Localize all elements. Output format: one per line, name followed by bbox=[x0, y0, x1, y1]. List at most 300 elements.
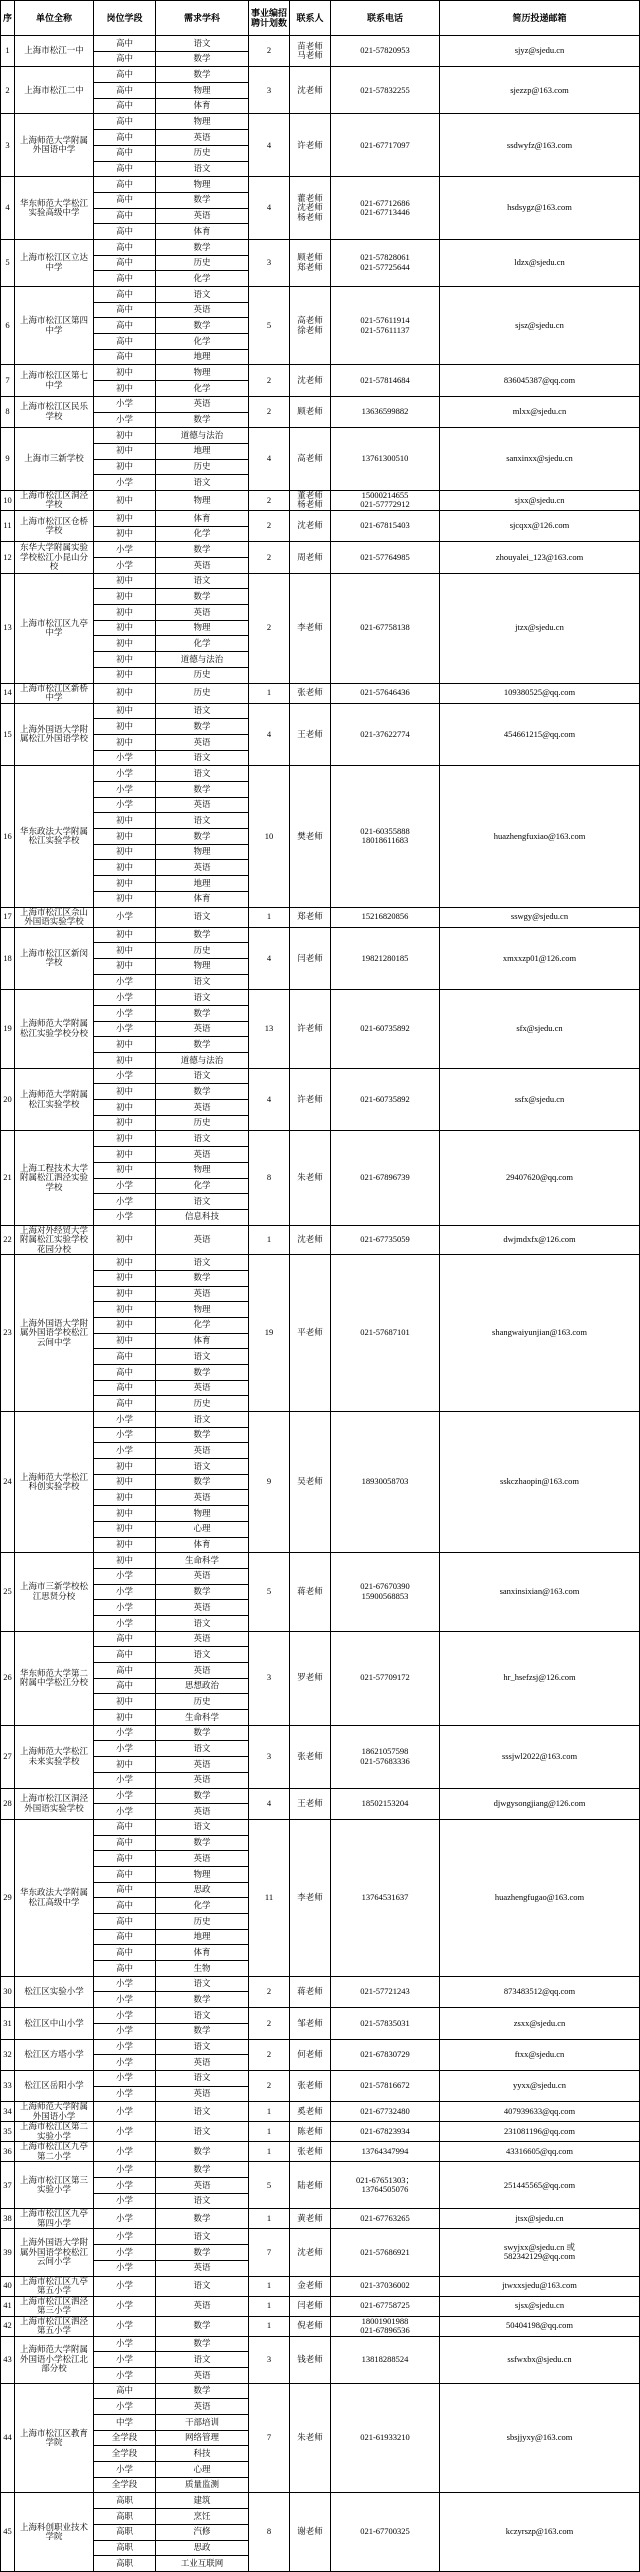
school-name: 上海市松江区佘山外国语实验学校 bbox=[15, 907, 94, 927]
subject: 数学 bbox=[156, 1364, 249, 1380]
subject: 语文 bbox=[156, 1459, 249, 1475]
school-number: 42 bbox=[1, 2316, 15, 2336]
subject: 地理 bbox=[156, 876, 249, 892]
position-level: 高中 bbox=[94, 302, 156, 318]
table-row bbox=[1, 1725, 640, 1741]
plan-count: 2 bbox=[249, 1976, 290, 2007]
position-level: 高中 bbox=[94, 1364, 156, 1380]
subject: 体育 bbox=[156, 98, 249, 114]
school-number: 5 bbox=[1, 239, 15, 286]
header-cell-subject: 需求学科 bbox=[156, 1, 249, 36]
position-level: 小学 bbox=[94, 2086, 156, 2102]
subject: 语文 bbox=[156, 1615, 249, 1631]
contact-phone: 021-67896739 bbox=[331, 1131, 440, 1225]
position-level: 高中 bbox=[94, 239, 156, 255]
table-row bbox=[1, 428, 640, 444]
position-level: 全学段 bbox=[94, 2430, 156, 2446]
position-level: 初中 bbox=[94, 1459, 156, 1475]
subject: 质量监测 bbox=[156, 2477, 249, 2493]
subject: 思政 bbox=[156, 2540, 249, 2556]
position-level: 高中 bbox=[94, 51, 156, 67]
position-level: 初中 bbox=[94, 652, 156, 668]
school-number: 17 bbox=[1, 907, 15, 927]
contact-phone: 021-67651303； 13764505076 bbox=[331, 2162, 440, 2209]
school-name: 上海师范大学附属外国语小学松江北部分校 bbox=[15, 2336, 94, 2383]
subject: 道德与法治 bbox=[156, 428, 249, 444]
position-level: 小学 bbox=[94, 2178, 156, 2194]
school-number: 8 bbox=[1, 396, 15, 427]
position-level: 初中 bbox=[94, 443, 156, 459]
position-level: 初中 bbox=[94, 1302, 156, 1318]
contact-person: 蒋老师 bbox=[290, 1553, 331, 1631]
school-name: 上海市松江一中 bbox=[15, 36, 94, 67]
table-row bbox=[1, 365, 640, 381]
subject: 数学 bbox=[156, 1788, 249, 1804]
school-number: 29 bbox=[1, 1819, 15, 1976]
table-row bbox=[1, 67, 640, 83]
subject: 化学 bbox=[156, 636, 249, 652]
contact-phone: 021-67717097 bbox=[331, 114, 440, 177]
resume-email: 251445565@qq.com bbox=[440, 2162, 640, 2209]
contact-person: 何老师 bbox=[290, 2039, 331, 2070]
table-row bbox=[1, 990, 640, 1006]
subject: 语文 bbox=[156, 2122, 249, 2142]
contact-person: 顾老师 郑老师 bbox=[290, 239, 331, 286]
contact-person: 王老师 bbox=[290, 1788, 331, 1819]
school-name: 华东师范大学松江实验高级中学 bbox=[15, 177, 94, 240]
position-level: 中学 bbox=[94, 2415, 156, 2431]
resume-email: sswgy@sjedu.cn bbox=[440, 907, 640, 927]
contact-person: 闫老师 bbox=[290, 2296, 331, 2316]
contact-phone: 021-67732480 bbox=[331, 2102, 440, 2122]
school-number: 43 bbox=[1, 2336, 15, 2383]
position-level: 高中 bbox=[94, 208, 156, 224]
resume-email: sfx@sjedu.cn bbox=[440, 990, 640, 1068]
position-level: 小学 bbox=[94, 974, 156, 990]
position-level: 初中 bbox=[94, 526, 156, 542]
plan-count: 4 bbox=[249, 927, 290, 990]
position-level: 小学 bbox=[94, 542, 156, 558]
school-name: 上海市松江区第七中学 bbox=[15, 365, 94, 396]
contact-phone: 021-67700325 bbox=[331, 2493, 440, 2571]
subject: 历史 bbox=[156, 255, 249, 271]
subject: 语文 bbox=[156, 573, 249, 589]
school-number: 15 bbox=[1, 703, 15, 766]
position-level: 初中 bbox=[94, 829, 156, 845]
subject: 语文 bbox=[156, 990, 249, 1006]
position-level: 初中 bbox=[94, 1694, 156, 1710]
contact-person: 谢老师 bbox=[290, 2493, 331, 2571]
position-level: 高职 bbox=[94, 2524, 156, 2540]
position-level: 初中 bbox=[94, 620, 156, 636]
contact-phone: 18502153204 bbox=[331, 1788, 440, 1819]
subject: 物理 bbox=[156, 844, 249, 860]
table-row bbox=[1, 239, 640, 255]
subject: 科技 bbox=[156, 2446, 249, 2462]
plan-count: 7 bbox=[249, 2383, 290, 2493]
table-row bbox=[1, 1225, 640, 1255]
table-row bbox=[1, 2276, 640, 2296]
subject: 英语 bbox=[156, 1443, 249, 1459]
table-row bbox=[1, 1131, 640, 1147]
plan-count: 8 bbox=[249, 2493, 290, 2571]
school-name: 上海市三新学校松江思贤分校 bbox=[15, 1553, 94, 1631]
resume-email: mlxx@sjedu.cn bbox=[440, 396, 640, 427]
position-level: 初中 bbox=[94, 1270, 156, 1286]
school-number: 41 bbox=[1, 2296, 15, 2316]
resume-email: zsxx@sjedu.cn bbox=[440, 2008, 640, 2039]
subject: 干部培训 bbox=[156, 2415, 249, 2431]
position-level: 初中 bbox=[94, 1490, 156, 1506]
contact-person: 藿老师 沈老师 杨老师 bbox=[290, 177, 331, 240]
position-level: 高中 bbox=[94, 67, 156, 83]
subject: 物理 bbox=[156, 958, 249, 974]
plan-count: 9 bbox=[249, 1412, 290, 1553]
position-level: 高中 bbox=[94, 1945, 156, 1961]
school-number: 22 bbox=[1, 1225, 15, 1255]
plan-count: 2 bbox=[249, 365, 290, 396]
school-number: 16 bbox=[1, 766, 15, 907]
contact-person: 沈老师 bbox=[290, 365, 331, 396]
position-level: 初中 bbox=[94, 891, 156, 907]
contact-phone: 021-57820953 bbox=[331, 36, 440, 67]
position-level: 小学 bbox=[94, 412, 156, 428]
contact-person: 苗老师 马老师 bbox=[290, 36, 331, 67]
subject: 物理 bbox=[156, 1302, 249, 1318]
school-number: 9 bbox=[1, 428, 15, 491]
position-level: 初中 bbox=[94, 813, 156, 829]
subject: 语文 bbox=[156, 750, 249, 766]
contact-person: 罗老师 bbox=[290, 1631, 331, 1725]
table-row bbox=[1, 1255, 640, 1271]
subject: 历史 bbox=[156, 943, 249, 959]
contact-person: 陈老师 bbox=[290, 2122, 331, 2142]
position-level: 初中 bbox=[94, 844, 156, 860]
table-row bbox=[1, 36, 640, 52]
position-level: 高中 bbox=[94, 1882, 156, 1898]
subject: 数学 bbox=[156, 2383, 249, 2399]
contact-phone: 021-57764985 bbox=[331, 542, 440, 573]
resume-email: zhouyalei_123@163.com bbox=[440, 542, 640, 573]
position-level: 小学 bbox=[94, 2142, 156, 2162]
position-level: 初中 bbox=[94, 1757, 156, 1773]
position-level: 初中 bbox=[94, 381, 156, 397]
subject: 心理 bbox=[156, 2462, 249, 2478]
school-number: 32 bbox=[1, 2039, 15, 2070]
position-level: 小学 bbox=[94, 1005, 156, 1021]
position-level: 高中 bbox=[94, 130, 156, 146]
subject: 物理 bbox=[156, 1506, 249, 1522]
plan-count: 2 bbox=[249, 542, 290, 573]
position-level: 高中 bbox=[94, 83, 156, 99]
contact-person: 陆老师 bbox=[290, 2162, 331, 2209]
plan-count: 2 bbox=[249, 2008, 290, 2039]
contact-phone: 18621057598 021-57683336 bbox=[331, 1725, 440, 1788]
resume-email: 109380525@qq.com bbox=[440, 683, 640, 703]
subject: 语文 bbox=[156, 1412, 249, 1428]
subject: 道德与法治 bbox=[156, 1053, 249, 1069]
position-level: 高中 bbox=[94, 349, 156, 365]
contact-phone: 021-67735059 bbox=[331, 1225, 440, 1255]
contact-person: 金老师 bbox=[290, 2276, 331, 2296]
contact-person: 高老师 bbox=[290, 428, 331, 491]
contact-person: 倪老师 bbox=[290, 2316, 331, 2336]
position-level: 小学 bbox=[94, 2102, 156, 2122]
subject: 语文 bbox=[156, 1194, 249, 1210]
resume-email: sanxinsixian@163.com bbox=[440, 1553, 640, 1631]
subject: 英语 bbox=[156, 396, 249, 412]
position-level: 小学 bbox=[94, 1992, 156, 2008]
resume-email: jtwxxsjedu@163.com bbox=[440, 2276, 640, 2296]
subject: 英语 bbox=[156, 860, 249, 876]
subject: 语文 bbox=[156, 1349, 249, 1365]
position-level: 高中 bbox=[94, 1819, 156, 1835]
school-name: 上海市松江区九亭中学 bbox=[15, 573, 94, 683]
contact-phone: 021-57687101 bbox=[331, 1255, 440, 1412]
contact-phone: 13764347994 bbox=[331, 2142, 440, 2162]
plan-count: 7 bbox=[249, 2229, 290, 2276]
school-name: 上海市松江区民乐学校 bbox=[15, 396, 94, 427]
position-level: 小学 bbox=[94, 2276, 156, 2296]
position-level: 初中 bbox=[94, 1131, 156, 1147]
header-cell-level: 岗位学段 bbox=[94, 1, 156, 36]
position-level: 高中 bbox=[94, 145, 156, 161]
table-row bbox=[1, 114, 640, 130]
resume-email: huazhengfuxiao@163.com bbox=[440, 766, 640, 907]
contact-phone: 021-57816672 bbox=[331, 2070, 440, 2101]
school-name: 上海市松江区新桥中学 bbox=[15, 683, 94, 703]
school-number: 14 bbox=[1, 683, 15, 703]
school-number: 40 bbox=[1, 2276, 15, 2296]
subject: 英语 bbox=[156, 605, 249, 621]
table-row bbox=[1, 573, 640, 589]
subject: 历史 bbox=[156, 1914, 249, 1930]
position-level: 初中 bbox=[94, 1147, 156, 1163]
position-level: 高中 bbox=[94, 192, 156, 208]
position-level: 初中 bbox=[94, 1115, 156, 1131]
contact-person: 沈老师 bbox=[290, 1225, 331, 1255]
subject: 物理 bbox=[156, 177, 249, 193]
contact-phone: 18001901988 021-67896536 bbox=[331, 2316, 440, 2336]
table-row bbox=[1, 907, 640, 927]
position-level: 高中 bbox=[94, 1929, 156, 1945]
contact-person: 蒋老师 bbox=[290, 1976, 331, 2007]
subject: 数学 bbox=[156, 927, 249, 943]
position-level: 高中 bbox=[94, 98, 156, 114]
school-number: 26 bbox=[1, 1631, 15, 1725]
position-level: 高职 bbox=[94, 2493, 156, 2509]
table-row bbox=[1, 1631, 640, 1647]
contact-phone: 021-60355888 18018611683 bbox=[331, 766, 440, 907]
contact-person: 顾老师 bbox=[290, 396, 331, 427]
table-row bbox=[1, 1976, 640, 1992]
school-name: 松江区中山小学 bbox=[15, 2008, 94, 2039]
school-name: 上海师范大学松江科创实验学校 bbox=[15, 1412, 94, 1553]
position-level: 初中 bbox=[94, 1506, 156, 1522]
subject: 数学 bbox=[156, 1992, 249, 2008]
school-name: 上海师范大学松江未来实验学校 bbox=[15, 1725, 94, 1788]
table-row bbox=[1, 2229, 640, 2245]
subject: 英语 bbox=[156, 1600, 249, 1616]
position-level: 小学 bbox=[94, 2162, 156, 2178]
school-name: 上海师范大学附属外国语小学 bbox=[15, 2102, 94, 2122]
contact-phone: 13761300510 bbox=[331, 428, 440, 491]
school-name: 华东政法大学附属松江实验学校 bbox=[15, 766, 94, 907]
subject: 数学 bbox=[156, 2162, 249, 2178]
school-name: 上海市松江区九亭第五小学 bbox=[15, 2276, 94, 2296]
position-level: 小学 bbox=[94, 1209, 156, 1225]
subject: 英语 bbox=[156, 2296, 249, 2316]
subject: 物理 bbox=[156, 1162, 249, 1178]
subject: 历史 bbox=[156, 1694, 249, 1710]
plan-count: 2 bbox=[249, 573, 290, 683]
table-row bbox=[1, 2102, 640, 2122]
position-level: 初中 bbox=[94, 1317, 156, 1333]
header-cell-email: 简历投递邮箱 bbox=[440, 1, 640, 36]
school-name: 华东政法大学附属松江高级中学 bbox=[15, 1819, 94, 1976]
position-level: 小学 bbox=[94, 1443, 156, 1459]
position-level: 小学 bbox=[94, 1788, 156, 1804]
contact-person: 沈老师 bbox=[290, 67, 331, 114]
subject: 体育 bbox=[156, 891, 249, 907]
subject: 数学 bbox=[156, 318, 249, 334]
contact-person: 樊老师 bbox=[290, 766, 331, 907]
plan-count: 2 bbox=[249, 36, 290, 67]
plan-count: 4 bbox=[249, 114, 290, 177]
subject: 英语 bbox=[156, 1021, 249, 1037]
position-level: 高中 bbox=[94, 177, 156, 193]
position-level: 小学 bbox=[94, 2316, 156, 2336]
resume-email: kczyrszp@163.com bbox=[440, 2493, 640, 2571]
position-level: 小学 bbox=[94, 2245, 156, 2261]
table-row bbox=[1, 683, 640, 703]
subject: 数学 bbox=[156, 2336, 249, 2352]
school-number: 24 bbox=[1, 1412, 15, 1553]
contact-phone: 021-37622774 bbox=[331, 703, 440, 766]
table-row bbox=[1, 510, 640, 526]
position-level: 小学 bbox=[94, 2070, 156, 2086]
position-level: 小学 bbox=[94, 2336, 156, 2352]
resume-email: 50404198@qq.com bbox=[440, 2316, 640, 2336]
position-level: 全学段 bbox=[94, 2446, 156, 2462]
position-level: 初中 bbox=[94, 1553, 156, 1569]
subject: 化学 bbox=[156, 526, 249, 542]
position-level: 全学段 bbox=[94, 2477, 156, 2493]
subject: 物理 bbox=[156, 365, 249, 381]
contact-person: 张老师 bbox=[290, 1725, 331, 1788]
subject: 体育 bbox=[156, 1945, 249, 1961]
resume-email: 29407620@qq.com bbox=[440, 1131, 640, 1225]
position-level: 小学 bbox=[94, 1600, 156, 1616]
position-level: 小学 bbox=[94, 1741, 156, 1757]
table-row bbox=[1, 396, 640, 412]
school-number: 45 bbox=[1, 2493, 15, 2571]
subject: 英语 bbox=[156, 2055, 249, 2071]
table-row bbox=[1, 1412, 640, 1428]
position-level: 初中 bbox=[94, 667, 156, 683]
table-row bbox=[1, 703, 640, 719]
position-level: 初中 bbox=[94, 703, 156, 719]
table-row bbox=[1, 2296, 640, 2316]
resume-email: swyjxx@sjedu.cn 或 582342129@qq.com bbox=[440, 2229, 640, 2276]
school-name: 松江区实验小学 bbox=[15, 1976, 94, 2007]
plan-count: 11 bbox=[249, 1819, 290, 1976]
subject: 历史 bbox=[156, 1396, 249, 1412]
subject: 历史 bbox=[156, 667, 249, 683]
school-number: 13 bbox=[1, 573, 15, 683]
subject: 道德与法治 bbox=[156, 652, 249, 668]
contact-person: 朱老师 bbox=[290, 2383, 331, 2493]
subject: 数学 bbox=[156, 782, 249, 798]
school-name: 上海市松江区第四中学 bbox=[15, 287, 94, 365]
subject: 语文 bbox=[156, 2039, 249, 2055]
school-number: 38 bbox=[1, 2209, 15, 2229]
position-level: 小学 bbox=[94, 1772, 156, 1788]
resume-email: ldzx@sjedu.cn bbox=[440, 239, 640, 286]
school-name: 上海市松江区泗泾第五小学 bbox=[15, 2316, 94, 2336]
position-level: 高中 bbox=[94, 36, 156, 52]
subject: 数学 bbox=[156, 1005, 249, 1021]
subject: 物理 bbox=[156, 83, 249, 99]
subject: 体育 bbox=[156, 510, 249, 526]
contact-phone: 021-67763265 bbox=[331, 2209, 440, 2229]
plan-count: 2 bbox=[249, 2039, 290, 2070]
position-level: 小学 bbox=[94, 1068, 156, 1084]
subject: 英语 bbox=[156, 1380, 249, 1396]
contact-phone: 021-57814684 bbox=[331, 365, 440, 396]
plan-count: 1 bbox=[249, 2209, 290, 2229]
position-level: 高中 bbox=[94, 1678, 156, 1694]
subject: 数学 bbox=[156, 239, 249, 255]
subject: 数学 bbox=[156, 2245, 249, 2261]
position-level: 小学 bbox=[94, 2023, 156, 2039]
plan-count: 4 bbox=[249, 1788, 290, 1819]
contact-person: 张老师 bbox=[290, 2142, 331, 2162]
contact-phone: 021-61933210 bbox=[331, 2383, 440, 2493]
position-level: 初中 bbox=[94, 636, 156, 652]
subject: 体育 bbox=[156, 224, 249, 240]
school-name: 上海师范大学附属松江实验学校分校 bbox=[15, 990, 94, 1068]
school-name: 上海市松江区新闵学校 bbox=[15, 927, 94, 990]
subject: 化学 bbox=[156, 1178, 249, 1194]
school-name: 上海市松江区泗泾第三小学 bbox=[15, 2296, 94, 2316]
resume-email: hr_hsefzsj@126.com bbox=[440, 1631, 640, 1725]
school-name: 上海对外经贸大学附属松江实验学校花园分校 bbox=[15, 1225, 94, 1255]
subject: 英语 bbox=[156, 1631, 249, 1647]
contact-phone: 13636599882 bbox=[331, 396, 440, 427]
position-level: 初中 bbox=[94, 490, 156, 510]
subject: 数学 bbox=[156, 719, 249, 735]
subject: 英语 bbox=[156, 1490, 249, 1506]
contact-phone: 021-67670390 15900568853 bbox=[331, 1553, 440, 1631]
plan-count: 3 bbox=[249, 1725, 290, 1788]
subject: 英语 bbox=[156, 734, 249, 750]
subject: 语文 bbox=[156, 36, 249, 52]
position-level: 小学 bbox=[94, 750, 156, 766]
position-level: 高中 bbox=[94, 1380, 156, 1396]
school-name: 上海市松江区教育学院 bbox=[15, 2383, 94, 2493]
position-level: 高职 bbox=[94, 2540, 156, 2556]
position-level: 高中 bbox=[94, 1663, 156, 1679]
contact-person: 吴老师 bbox=[290, 1412, 331, 1553]
resume-email: sjsz@sjedu.cn bbox=[440, 287, 640, 365]
subject: 数学 bbox=[156, 1725, 249, 1741]
school-number: 20 bbox=[1, 1068, 15, 1131]
school-name: 东华大学附属实验学校松江小昆山分校 bbox=[15, 542, 94, 573]
subject: 语文 bbox=[156, 2070, 249, 2086]
plan-count: 2 bbox=[249, 510, 290, 541]
position-level: 高中 bbox=[94, 114, 156, 130]
